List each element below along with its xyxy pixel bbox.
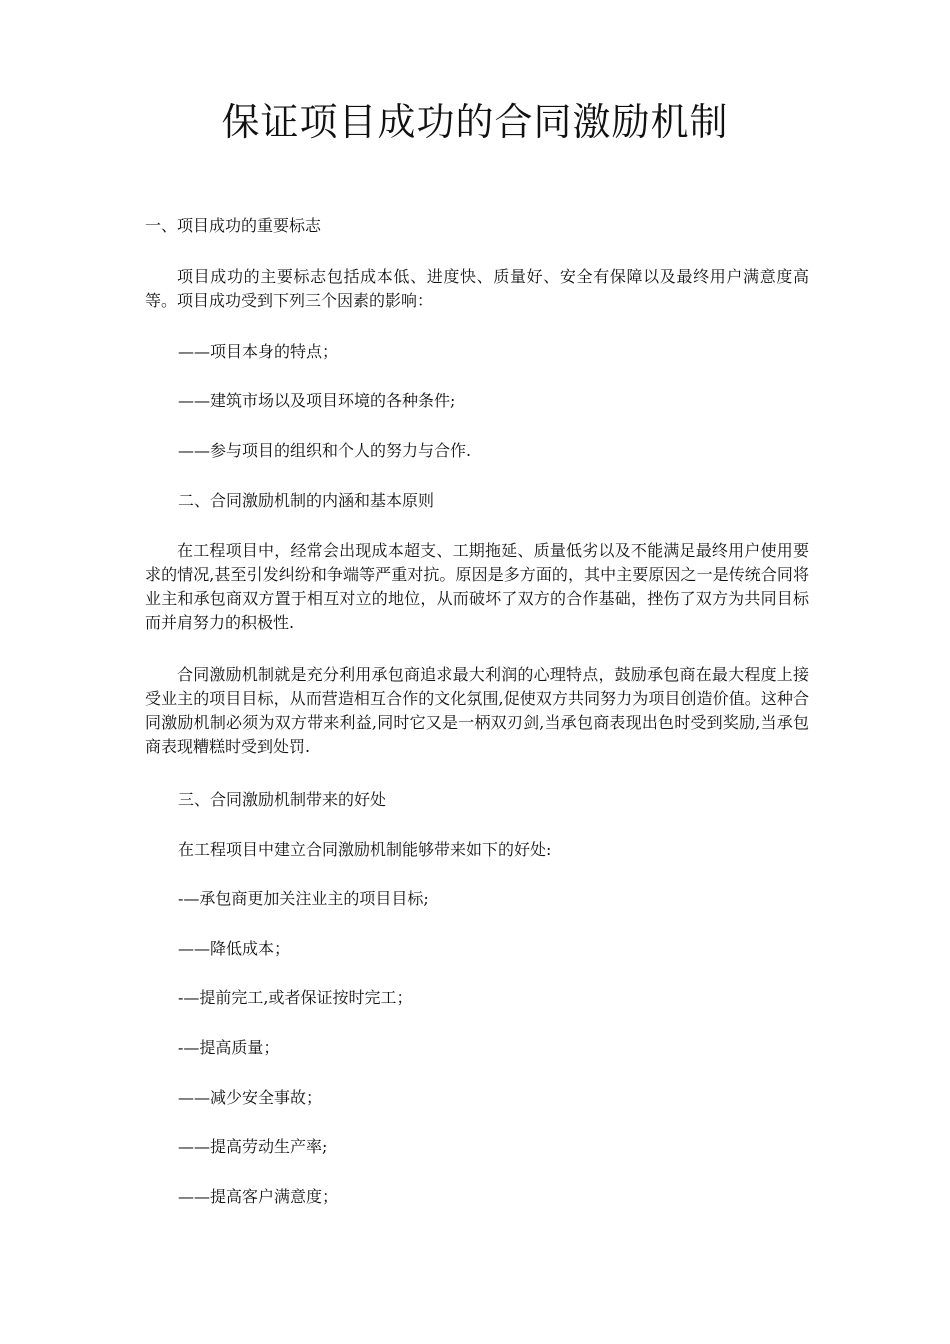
section-3-item: ——减少安全事故； [178, 1088, 323, 1107]
section-2-paragraph-2: 合同激励机制就是充分利用承包商追求最大利润的心理特点，鼓励承包商在最大程度上接受业主的项目目标，从而营造相互合作的文化氛围,促使双方共同努力为项目创造价值。这种合同激励机制必须为双方带来利益,同时它又是一柄双刃剑,当承包商表现出色时受到奖励,当承包商表现糟糕时受到处罚. [145, 665, 809, 756]
section-1-paragraph: 项目成功的主要标志包括成本低、进度快、质量好、安全有保障以及最终用户满意度高等。项目成功受到下列三个因素的影响： [145, 267, 809, 310]
section-3-item: ——降低成本； [178, 939, 291, 958]
section-3-item: -—承包商更加关注业主的项目目标; [178, 889, 429, 908]
section-1-item: ——参与项目的组织和个人的努力与合作. [178, 441, 472, 460]
section-3-heading: 三、合同激励机制带来的好处 [178, 790, 387, 809]
section-1-item: ——项目本身的特点； [178, 342, 339, 361]
section-1-item: ——建筑市场以及项目环境的各种条件; [178, 391, 456, 410]
section-3-item: -—提前完工,或者保证按时完工； [178, 988, 413, 1007]
section-3-item: -—提高质量； [178, 1038, 280, 1057]
document-title: 保证项目成功的合同激励机制 [221, 100, 729, 144]
section-3-item: ——提高劳动生产率; [178, 1137, 328, 1156]
section-2-heading: 二、合同激励机制的内涵和基本原则 [178, 491, 435, 510]
section-3-item: ——提高客户满意度； [178, 1187, 339, 1206]
section-2-paragraph-1: 在工程项目中，经常会出现成本超支、工期拖延、质量低劣以及不能满足最终用户使用要求的情况,甚至引发纠纷和争端等严重对抗。原因是多方面的，其中主要原因之一是传统合同将业主和承包商双方置于相互对立的地位，从而破坏了双方的合作基础，挫伤了双方为共同目标而并肩努力的积极性. [145, 541, 809, 632]
section-1-heading: 一、项目成功的重要标志 [145, 216, 322, 235]
section-3-intro: 在工程项目中建立合同激励机制能够带来如下的好处: [178, 840, 552, 859]
